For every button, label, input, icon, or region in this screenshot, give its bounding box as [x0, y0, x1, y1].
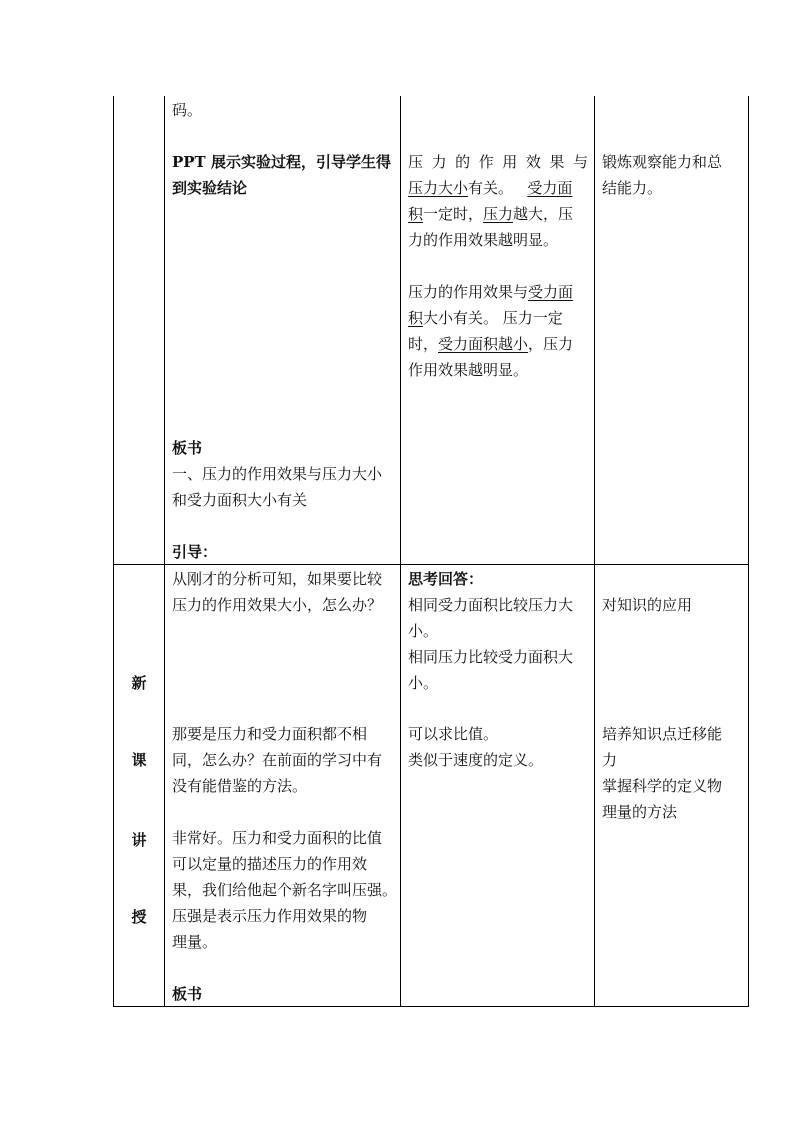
underline-area2-cont: 积: [408, 309, 424, 327]
intent1-line1: 锻炼观察能力和总: [602, 153, 723, 171]
conclusion2-line4: 作用效果越明显。: [408, 361, 529, 379]
column-divider-2: [400, 96, 401, 1007]
underline-pressure-size: 压力大小: [408, 179, 469, 197]
table-border-bottom: [113, 1006, 749, 1007]
table-border-left: [113, 96, 114, 1007]
teacher-p3-line1: 非常好。压力和受力面积的比值: [172, 829, 383, 847]
underline-area2: 受力面: [528, 283, 574, 301]
intent2-line3: 力: [602, 751, 618, 769]
ppt-instruction-line2: 到实验结论: [172, 179, 248, 197]
conclusion2-line2: 积大小有关。 压力一定: [408, 309, 563, 327]
row1-teacher-continuation: 码。: [172, 101, 203, 119]
conclusion1-line2: 压力大小有关。 受力面: [408, 179, 573, 197]
intent2-line2: 培养知识点迁移能: [602, 725, 723, 743]
teacher-p3-line5: 理量。: [172, 933, 218, 951]
ppt-instruction-line1: PPT 展示实验过程，引导学生得: [172, 153, 391, 171]
board-line1: 一、压力的作用效果与压力大小: [172, 465, 383, 483]
board-heading: 板书: [172, 439, 203, 457]
conclusion1-line3: 积一定时，压力越大，压: [408, 205, 574, 223]
table-border-right: [748, 96, 749, 1007]
underline-area-cont: 积: [408, 205, 424, 223]
teacher-p3-line3: 果，我们给他起个新名字叫压强。: [172, 881, 398, 899]
section-label-ke: 课: [131, 751, 147, 769]
intent2-line5: 理量的方法: [602, 803, 678, 821]
conclusion1-line1: 压力的作用效果与: [408, 153, 588, 171]
teacher-q1-line2: 压力的作用效果大小，怎么办？: [172, 596, 383, 614]
conclusion1-line4: 力的作用效果越明显。: [408, 231, 559, 249]
student-answer-line6: 类似于速度的定义。: [408, 751, 544, 769]
teacher-p3-line2: 可以定量的描述压力的作用效: [172, 855, 368, 873]
teacher-p3-line4: 压强是表示压力作用效果的物: [172, 907, 368, 925]
teacher-q2-line1: 那要是压力和受力面积都不相: [172, 725, 368, 743]
board-heading-2: 板书: [172, 985, 203, 1003]
section-label-shou: 授: [131, 908, 147, 926]
column-divider-3: [594, 96, 595, 1007]
conclusion2-line1: 压力的作用效果与受力面: [408, 283, 574, 301]
underline-smaller-area: 受力面积越小: [438, 335, 529, 353]
underline-area: 受力面: [527, 179, 573, 197]
student-answer-line5: 可以求比值。: [408, 725, 499, 743]
section-label-xin: 新: [131, 674, 147, 692]
student-answer-line3: 相同压力比较受力面积大: [408, 648, 574, 666]
teacher-q2-line3: 没有能借鉴的方法。: [172, 777, 308, 795]
teacher-q2-line2: 同，怎么办？在前面的学习中有: [172, 751, 383, 769]
board-line2: 和受力面积大小有关: [172, 491, 308, 509]
student-answer-heading: 思考回答：: [408, 570, 484, 588]
guide-label: 引导：: [172, 543, 218, 561]
intent1-line2: 结能力。: [602, 179, 663, 197]
intent2-line1: 对知识的应用: [602, 596, 693, 614]
student-answer-line2: 小。: [408, 622, 439, 640]
section-label-jiang: 讲: [131, 831, 147, 849]
intent2-line4: 掌握科学的定义物: [602, 777, 723, 795]
conclusion2-line3: 时，受力面积越小，压力: [408, 335, 574, 353]
student-answer-line1: 相同受力面积比较压力大: [408, 596, 574, 614]
teacher-q1-line1: 从刚才的分析可知，如果要比较: [172, 570, 383, 588]
underline-pressure: 压力: [483, 205, 514, 223]
student-answer-line4: 小。: [408, 674, 439, 692]
column-divider-1: [164, 96, 165, 1007]
